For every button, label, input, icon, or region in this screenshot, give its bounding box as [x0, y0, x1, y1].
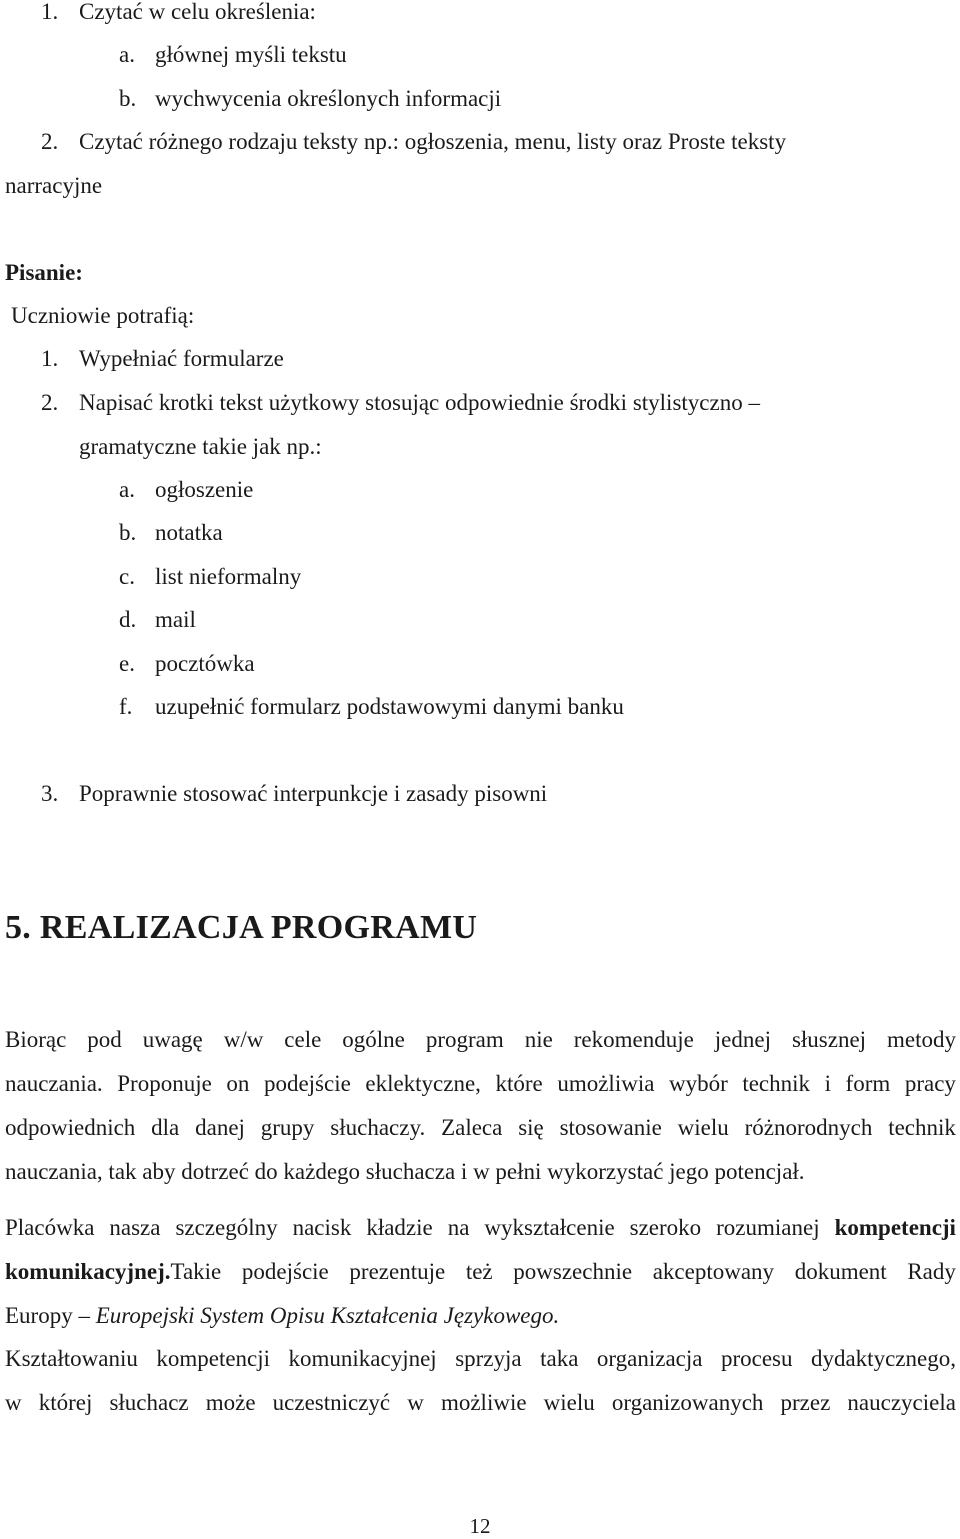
paragraph-line [5, 1337, 956, 1381]
word-group [5, 1250, 221, 1294]
word: danej [195, 1115, 245, 1140]
word: Proponuje [117, 1071, 212, 1096]
word: technik [888, 1115, 956, 1140]
list-text: głównej myśli tekstu [155, 42, 347, 67]
reading-item-1 [41, 0, 316, 26]
list-text: Wypełniać formularze [79, 346, 284, 371]
paragraph-line: nauczania, tak aby dotrzeć do każdego słuchacza i w pełni wykorzystać jego potencjał. [5, 1159, 805, 1184]
word: program [425, 1027, 504, 1052]
word: ogólne [342, 1027, 405, 1052]
paragraph-line [5, 1018, 956, 1062]
word: i [824, 1071, 831, 1096]
writing-item-2-cont: gramatyczne takie jak np.: [79, 434, 322, 459]
list-text: pocztówka [155, 651, 255, 676]
word: powszechnie [513, 1259, 633, 1284]
word: przez [780, 1390, 831, 1415]
list-text: Czytać różnego rodzaju teksty np.: ogłoszenia, menu, listy oraz Proste teksty [79, 129, 787, 154]
word: dla [151, 1115, 180, 1140]
word: Placówka [5, 1215, 95, 1240]
word: grupy [260, 1115, 315, 1140]
paragraph-line [5, 1062, 956, 1106]
word: szczególny [175, 1215, 278, 1240]
word: które [495, 1071, 543, 1096]
word: Kształtowaniu [5, 1346, 138, 1371]
word: metody [887, 1027, 956, 1052]
word: może [205, 1390, 256, 1415]
word: kompetencji [156, 1346, 271, 1371]
list-letter: c. [119, 564, 135, 589]
word: nauczania. [5, 1071, 103, 1096]
word: Zaleca [441, 1115, 503, 1140]
word: akceptowany [652, 1259, 775, 1284]
writing-item-2f [119, 693, 624, 721]
word: wykształcenie [484, 1215, 615, 1240]
paragraph-line [5, 1294, 956, 1338]
word: komunikacyjnej [288, 1346, 437, 1371]
list-text: wychwycenia określonych informacji [155, 86, 502, 111]
word: Takie [170, 1259, 222, 1284]
word: dydaktycznego, [810, 1346, 956, 1371]
word: wielu [543, 1390, 595, 1415]
word: uwagę [142, 1027, 203, 1052]
word: nauczyciela [847, 1390, 956, 1415]
reading-item-2 [41, 128, 787, 156]
list-letter: a. [119, 477, 135, 502]
word: umożliwia [557, 1071, 655, 1096]
word: on [226, 1071, 250, 1096]
writing-item-2c [119, 563, 302, 591]
list-number: 3. [41, 781, 59, 806]
word: w/w [223, 1027, 264, 1052]
word: słusznej [791, 1027, 867, 1052]
word: różnorodnych [744, 1115, 873, 1140]
word: eklektyczne, [365, 1071, 481, 1096]
word: słuchaczy. [330, 1115, 426, 1140]
word: odpowiednich [5, 1115, 136, 1140]
list-letter: b. [119, 86, 137, 111]
writing-item-2e [119, 650, 255, 678]
writing-item-3 [41, 780, 548, 808]
word: kładzie [366, 1215, 433, 1240]
word: słuchacz [109, 1390, 189, 1415]
word: organizacja [596, 1346, 703, 1371]
word: rekomenduje [573, 1027, 694, 1052]
word: taka [540, 1346, 579, 1371]
paragraph-line [5, 1206, 956, 1250]
paragraph-line [5, 1106, 956, 1150]
list-number: 2. [41, 129, 59, 154]
writing-item-2d [119, 606, 196, 634]
word: podejście [263, 1071, 351, 1096]
list-text: Poprawnie stosować interpunkcje i zasady pisowni [79, 781, 548, 806]
word: Biorąc [5, 1027, 67, 1052]
word: której [38, 1390, 93, 1415]
word: pracy [904, 1071, 956, 1096]
bold-term: komunikacyjnej. [5, 1259, 171, 1284]
list-text: list nieformalny [155, 564, 302, 589]
reading-item-1b [119, 85, 502, 113]
list-letter: d. [119, 607, 137, 632]
list-text: notatka [155, 520, 223, 545]
reading-item-1a [119, 41, 347, 69]
paragraph-3 [5, 1337, 956, 1425]
word: form [845, 1071, 891, 1096]
word: cele [284, 1027, 322, 1052]
list-text: Czytać w celu określenia: [79, 0, 316, 24]
word: procesu [720, 1346, 793, 1371]
paragraph-line [5, 1381, 956, 1425]
paragraph-line [5, 1250, 956, 1294]
page-number: 12 [469, 1514, 491, 1538]
writing-item-2 [41, 389, 760, 417]
word: organizowanych [611, 1390, 764, 1415]
word: technik [742, 1071, 811, 1096]
word: wielu [677, 1115, 729, 1140]
reading-item-2-cont: narracyjne [5, 173, 103, 198]
list-number: 2. [41, 390, 59, 415]
word: prezentuje [349, 1259, 446, 1284]
text-run: Europy – [5, 1303, 96, 1328]
word: nasza [109, 1215, 161, 1240]
word: też [465, 1259, 493, 1284]
word: w [407, 1390, 424, 1415]
word: jednej [714, 1027, 771, 1052]
list-letter: e. [119, 651, 135, 676]
writing-item-2a [119, 476, 254, 504]
word: stosowanie [559, 1115, 662, 1140]
writing-intro: Uczniowie potrafią: [11, 303, 195, 328]
list-text: Napisać krotki tekst użytkowy stosując odpowiednie środki stylistyczno – [79, 390, 760, 415]
word: wybór [668, 1071, 728, 1096]
paragraph-2 [5, 1206, 956, 1338]
word: dokument [794, 1259, 887, 1284]
word: sprzyja [455, 1346, 522, 1371]
list-number: 1. [41, 0, 59, 24]
list-text: mail [155, 607, 196, 632]
word: się [518, 1115, 544, 1140]
word: uczestniczyć [272, 1390, 391, 1415]
list-text: uzupełnić formularz podstawowymi danymi banku [155, 694, 624, 719]
word: na [447, 1215, 470, 1240]
word: w [5, 1390, 22, 1415]
list-letter: a. [119, 42, 135, 67]
word: pod [87, 1027, 122, 1052]
list-letter: b. [119, 520, 137, 545]
document-title: Europejski System Opisu Kształcenia Językowego. [95, 1303, 560, 1328]
section-title-writing: Pisanie: [5, 260, 83, 285]
word: Rady [907, 1259, 956, 1284]
word: rozumianej [716, 1215, 820, 1240]
paragraph-1 [5, 1018, 956, 1194]
word: nie [524, 1027, 553, 1052]
bold-term: kompetencji [834, 1215, 956, 1240]
word: podejście [241, 1259, 329, 1284]
list-number: 1. [41, 346, 59, 371]
section-heading: 5. REALIZACJA PROGRAMU [5, 909, 478, 946]
word: możliwie [440, 1390, 527, 1415]
writing-item-1 [41, 345, 284, 373]
list-letter: f. [119, 694, 133, 719]
writing-item-2b [119, 519, 223, 547]
list-text: ogłoszenie [155, 477, 254, 502]
word: nacisk [292, 1215, 352, 1240]
word: szeroko [629, 1215, 702, 1240]
